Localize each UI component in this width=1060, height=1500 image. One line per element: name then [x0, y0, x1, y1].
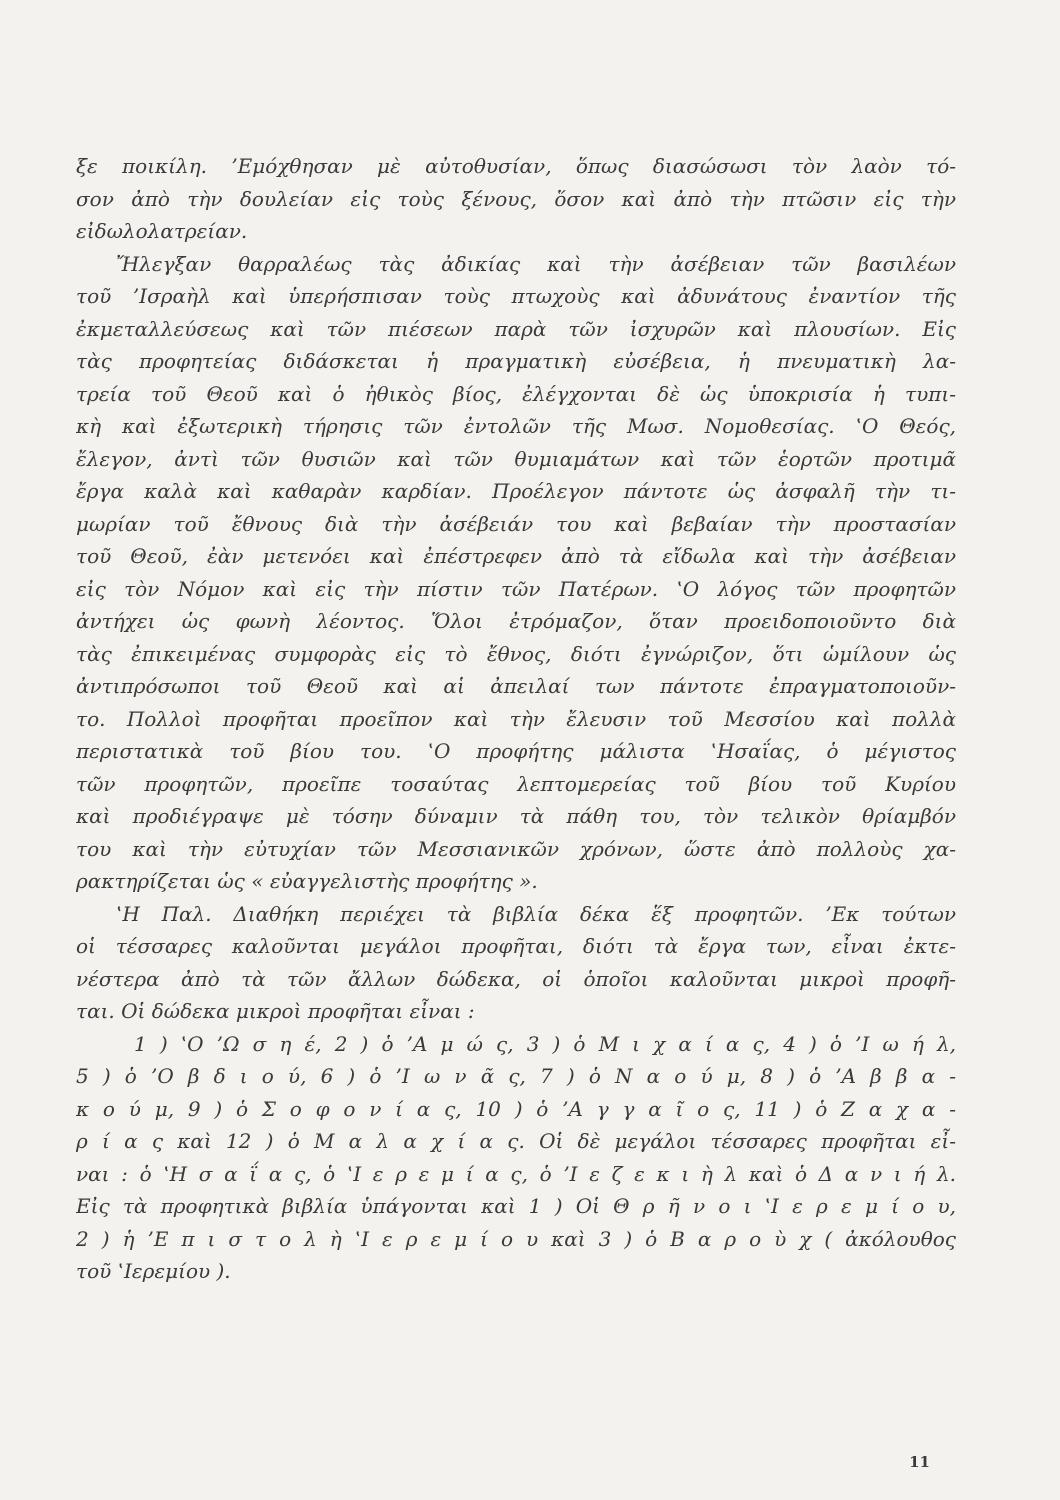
text-line: 1 ) ‛Ο ’Ω σ η έ, 2 ) ὁ ’Α μ ώ ς, 3 ) ὁ Μ ι χ α ί α ς, 4 ) ὁ ’Ι ω ή λ, [134, 1031, 956, 1056]
body-text [76, 150, 956, 1288]
text-line: μωρίαν τοῦ ἔθνους διὰ τὴν ἀσέβειάν του καὶ βεβαίαν τὴν προστασίαν [76, 511, 956, 536]
text-line: τῶν προφητῶν, προεῖπε τοσαύτας λεπτομερείας τοῦ βίου τοῦ Κυρίου [76, 771, 956, 796]
text-line: τὰς προφητείας διδάσκεται ἡ πραγματικὴ εὐσέβεια, ἡ πνευματικὴ λα- [76, 349, 956, 373]
text-line: ρ ί α ς καὶ 12 ) ὁ Μ α λ α χ ί α ς. Οἱ δὲ μεγάλοι τέσσαρες προφῆται εἶ- [76, 1129, 956, 1153]
text-line: ξε ποικίλη. ’Εμόχθησαν μὲ αὐτοθυσίαν, ὅπως διασώσωσι τὸν λαὸν τό- [76, 154, 956, 178]
text-line: τοῦ Θεοῦ, ἐὰν μετενόει καὶ ἐπέστρεφεν ἀπὸ τὰ εἴδωλα καὶ τὴν ἀσέβειαν [76, 544, 956, 568]
text-line: ἐκμεταλλεύσεως καὶ τῶν πιέσεων παρὰ τῶν ἰσχυρῶν καὶ πλουσίων. Εἰς [76, 316, 956, 341]
text-line: 2 ) ἡ ’Ε π ι σ τ ο λ ὴ ‛Ι ε ρ ε μ ί ο υ καὶ 3 ) ὁ Β α ρ ο ὺ χ ( ἀκόλουθος [76, 1226, 956, 1251]
text-line: ἀντήχει ὡς φωνὴ λέοντος. Ὅλοι ἐτρόμαζον, ὅταν προειδοποιοῦντο διὰ [76, 609, 956, 633]
text-line: ἀντιπρόσωποι τοῦ Θεοῦ καὶ αἱ ἀπειλαί των πάντοτε ἐπραγματοποιοῦν- [76, 674, 956, 698]
text-line: καὶ προδιέγραψε μὲ τόσην δύναμιν τὰ πάθη του, τὸν τελικὸν θρίαμβόν [76, 804, 956, 828]
text-line: του καὶ τὴν εὐτυχίαν τῶν Μεσσιανικῶν χρόνων, ὥστε ἀπὸ πολλοὺς χα- [76, 836, 956, 861]
text-line: οἱ τέσσαρες καλοῦνται μεγάλοι προφῆται, διότι τὰ ἔργα των, εἶναι ἐκτε- [76, 934, 956, 958]
text-line: τὰς ἐπικειμένας συμφορὰς εἰς τὸ ἔθνος, διότι ἐγνώριζον, ὅτι ὡμίλουν ὡς [76, 641, 956, 666]
text-line: ται. Οἱ δώδεκα μικροὶ προφῆται εἶναι : [76, 999, 475, 1023]
text-line: ἔργα καλὰ καὶ καθαρὰν καρδίαν. Προέλεγον πάντοτε ὡς ἀσφαλῆ τὴν τι- [76, 479, 956, 503]
text-line: ναι : ὁ ‛Η σ α ΐ α ς, ὁ ‛Ι ε ρ ε μ ί α ς, ὁ ’Ι ε ζ ε κ ι ὴ λ καὶ ὁ Δ α ν ι ή λ. [76, 1161, 956, 1186]
text-line: περιστατικὰ τοῦ βίου του. ‛Ο προφήτης μάλιστα ‛Ησαΐας, ὁ μέγιστος [76, 739, 956, 763]
text-line: νέστερα ἀπὸ τὰ τῶν ἄλλων δώδεκα, οἱ ὁποῖοι καλοῦνται μικροὶ προφῆ- [76, 966, 956, 991]
text-line: το. Πολλοὶ προφῆται προεῖπον καὶ τὴν ἔλευσιν τοῦ Μεσσίου καὶ πολλὰ [76, 706, 956, 731]
text-line: τρεία τοῦ Θεοῦ καὶ ὁ ἠθικὸς βίος, ἐλέγχονται δὲ ὡς ὑποκρισία ἡ τυπι- [76, 381, 956, 406]
text-line: ‛Η Παλ. Διαθήκη περιέχει τὰ βιβλία δέκα ἕξ προφητῶν. ’Εκ τούτων [116, 901, 956, 926]
text-line: σον ἀπὸ τὴν δουλείαν εἰς τοὺς ξένους, ὅσον καὶ ἀπὸ τὴν πτῶσιν εἰς τὴν [76, 186, 956, 211]
text-line: 5 ) ὁ ’Ο β δ ι ο ύ, 6 ) ὁ ’Ι ω ν ᾶ ς, 7 ) ὁ Ν α ο ύ μ, 8 ) ὁ ’Α β β α - [76, 1064, 956, 1088]
text-line: εἰς τὸν Νόμον καὶ εἰς τὴν πίστιν τῶν Πατέρων. ‛Ο λόγος τῶν προφητῶν [76, 576, 956, 601]
text-line: τοῦ ’Ισραὴλ καὶ ὑπερήσπισαν τοὺς πτωχοὺς καὶ ἀδυνάτους ἐναντίον τῆς [76, 284, 956, 308]
text-line: κ ο ύ μ, 9 ) ὁ Σ ο φ ο ν ί α ς, 10 ) ὁ ’Α γ γ α ῖ ο ς, 11 ) ὁ Ζ α χ α - [76, 1096, 956, 1121]
text-line: ἔλεγον, ἀντὶ τῶν θυσιῶν καὶ τῶν θυμιαμάτων καὶ τῶν ἑορτῶν προτιμᾶ [76, 446, 956, 471]
text-line: Εἰς τὰ προφητικὰ βιβλία ὑπάγονται καὶ 1 ) Οἱ Θ ρ ῆ ν ο ι ‛Ι ε ρ ε μ ί ο υ, [76, 1194, 956, 1218]
page-number: 11 [909, 1453, 930, 1471]
text-line: τοῦ ‛Ιερεμίου ). [76, 1259, 231, 1283]
text-line: Ἤλεγξαν θαρραλέως τὰς ἀδικίας καὶ τὴν ἀσέβειαν τῶν βασιλέων [116, 251, 956, 276]
text-line: εἰδωλολατρείαν. [76, 219, 248, 243]
text-line: ρακτηρίζεται ὡς « εὐαγγελιστὴς προφήτης ». [76, 869, 538, 893]
text-line: κὴ καὶ ἐξωτερικὴ τήρησις τῶν ἐντολῶν τῆς Μωσ. Νομοθεσίας. ‛Ο Θεός, [76, 414, 956, 438]
